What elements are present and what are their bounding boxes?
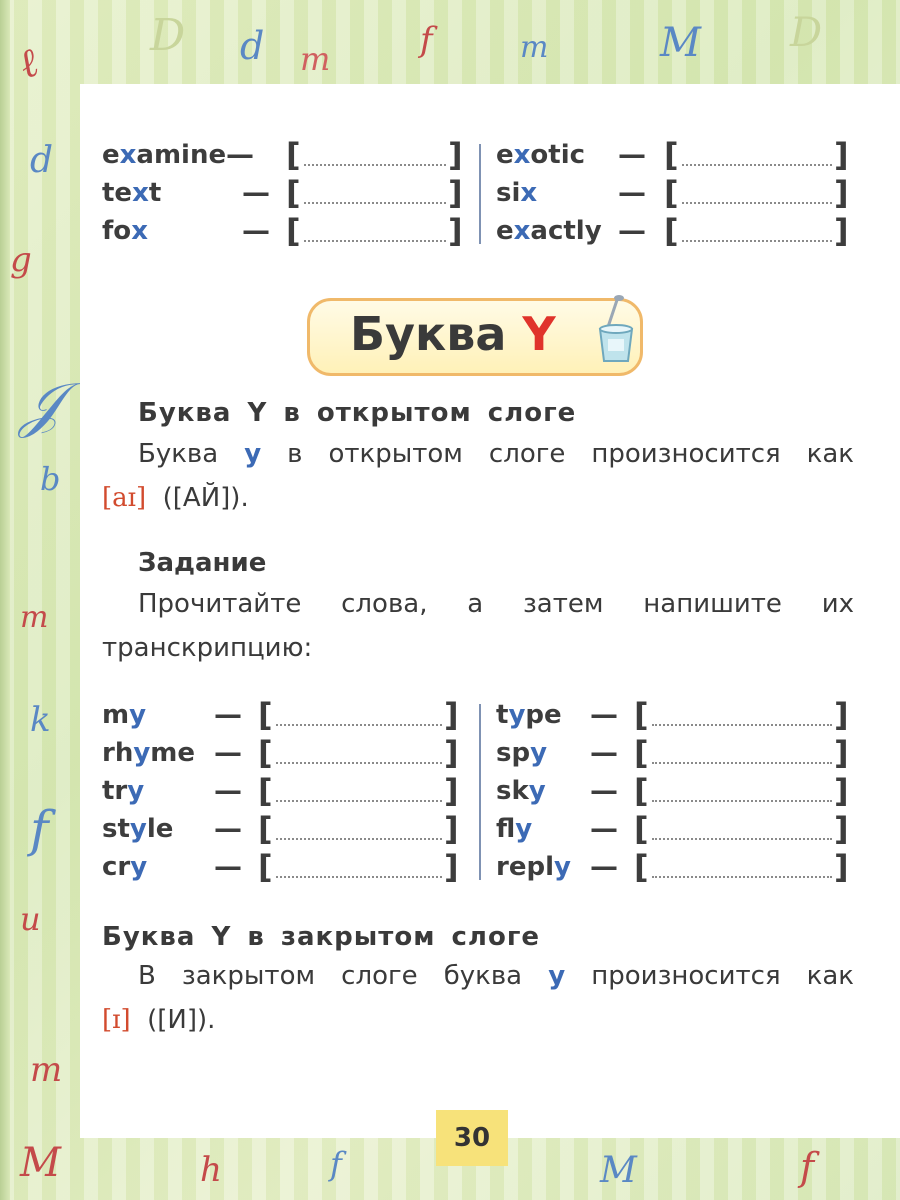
section-title-box [307, 298, 643, 376]
bracket-close: ] [834, 212, 849, 250]
dash: — [214, 812, 242, 845]
open-syllable-text: Буква y в открытом слоге произносится как [aɪ] ([АЙ]). [102, 439, 855, 513]
bracket-close: ] [834, 174, 849, 212]
word-row [102, 734, 462, 776]
word-row [496, 810, 856, 852]
bracket-close: ] [448, 136, 463, 174]
dash: — [214, 850, 242, 883]
word: rhyme [102, 738, 196, 768]
bracket-open: [ [634, 734, 649, 772]
word: my [102, 700, 147, 730]
dash: — [242, 176, 270, 209]
dash: — [590, 698, 618, 731]
dash: — [590, 812, 618, 845]
word: style [102, 814, 174, 844]
task-heading: Задание [138, 548, 267, 578]
dash: — [618, 214, 646, 247]
column-divider [479, 704, 481, 880]
word-row [496, 696, 856, 738]
word: cry [102, 852, 148, 882]
bracket-close: ] [834, 734, 849, 772]
transcription-blank[interactable] [652, 876, 832, 878]
transcription-blank[interactable] [304, 164, 446, 166]
transcription-ai: [aɪ] [102, 483, 147, 513]
bracket-close: ] [834, 136, 849, 174]
top-word-list-left [102, 136, 463, 254]
word-row [496, 772, 856, 814]
transcription-blank[interactable] [652, 724, 832, 726]
page-number: 30 [436, 1110, 508, 1166]
cursive-letters-background: ℓ D d m f m M D d g 𝒥 b m k f u m M h f M f [10, 10, 823, 1191]
transcription-blank[interactable] [652, 800, 832, 802]
dash: — [590, 774, 618, 807]
bracket-open: [ [634, 696, 649, 734]
bracket-close: ] [444, 810, 459, 848]
transcription-blank[interactable] [304, 202, 446, 204]
word: fly [496, 814, 533, 844]
word-row [102, 848, 462, 890]
transcription-blank[interactable] [276, 762, 442, 764]
dash: — [618, 176, 646, 209]
column-divider [479, 144, 481, 244]
bracket-close: ] [834, 772, 849, 810]
word: exactly [496, 216, 602, 246]
word-row [496, 136, 856, 178]
bracket-open: [ [258, 848, 273, 886]
bracket-open: [ [664, 136, 679, 174]
bracket-open: [ [664, 212, 679, 250]
dash: — [214, 736, 242, 769]
bracket-close: ] [444, 696, 459, 734]
bracket-close: ] [444, 734, 459, 772]
bracket-close: ] [834, 696, 849, 734]
bracket-open: [ [258, 772, 273, 810]
bracket-open: [ [286, 212, 301, 250]
bracket-open: [ [258, 696, 273, 734]
word: text [102, 178, 162, 208]
bracket-open: [ [634, 810, 649, 848]
transcription-blank[interactable] [276, 724, 442, 726]
transcription-blank[interactable] [682, 202, 832, 204]
bracket-open: [ [286, 136, 301, 174]
transcription-blank[interactable] [682, 164, 832, 166]
word-row [496, 212, 856, 254]
bracket-close: ] [834, 810, 849, 848]
bracket-close: ] [448, 174, 463, 212]
transcription-blank[interactable] [652, 838, 832, 840]
dash: — [618, 138, 646, 171]
word: spy [496, 738, 548, 768]
word: examine [102, 140, 227, 170]
bracket-open: [ [258, 734, 273, 772]
dash: — [590, 736, 618, 769]
word: reply [496, 852, 571, 882]
transcription-i: [ɪ] [102, 1005, 131, 1035]
word-row [102, 696, 462, 738]
dash: — [242, 214, 270, 247]
word-row [496, 848, 856, 890]
transcription-blank[interactable] [652, 762, 832, 764]
word: six [496, 178, 538, 208]
word: exotic [496, 140, 586, 170]
bracket-close: ] [448, 212, 463, 250]
bracket-close: ] [444, 772, 459, 810]
task-text: Прочитайте слова, а затем напишите их транскрипцию: [102, 589, 854, 663]
bracket-open: [ [634, 772, 649, 810]
word: fox [102, 216, 148, 246]
bracket-close: ] [834, 848, 849, 886]
word: try [102, 776, 145, 806]
bracket-open: [ [286, 174, 301, 212]
transcription-blank[interactable] [304, 240, 446, 242]
word-row [102, 174, 463, 216]
word-row [102, 810, 462, 852]
bracket-open: [ [664, 174, 679, 212]
word-row [102, 136, 463, 178]
closed-syllable-heading: Буква Y в закрытом слоге [102, 922, 541, 952]
top-word-list-right [496, 136, 856, 254]
transcription-blank[interactable] [276, 876, 442, 878]
dash: — [214, 698, 242, 731]
word-row [496, 734, 856, 776]
bracket-open: [ [634, 848, 649, 886]
open-syllable-heading: Буква Y в открытом слоге [138, 398, 577, 428]
dash: — [226, 138, 254, 171]
dash: — [590, 850, 618, 883]
section-title: Буква Y [350, 307, 556, 361]
word-row [496, 174, 856, 216]
y-word-list-right [496, 696, 856, 890]
section-title-letter: Y [522, 307, 556, 361]
yogurt-cup-icon [596, 293, 636, 365]
transcription-blank[interactable] [276, 800, 442, 802]
dash: — [214, 774, 242, 807]
word-row [102, 772, 462, 814]
bracket-close: ] [444, 848, 459, 886]
word: type [496, 700, 562, 730]
transcription-blank[interactable] [682, 240, 832, 242]
transcription-blank[interactable] [276, 838, 442, 840]
closed-syllable-text: В закрытом слоге буква y произносится как [ɪ] ([И]). [102, 961, 855, 1035]
word-row [102, 212, 463, 254]
y-word-list-left [102, 696, 462, 890]
word: sky [496, 776, 546, 806]
bracket-open: [ [258, 810, 273, 848]
book-edge [0, 0, 10, 1200]
